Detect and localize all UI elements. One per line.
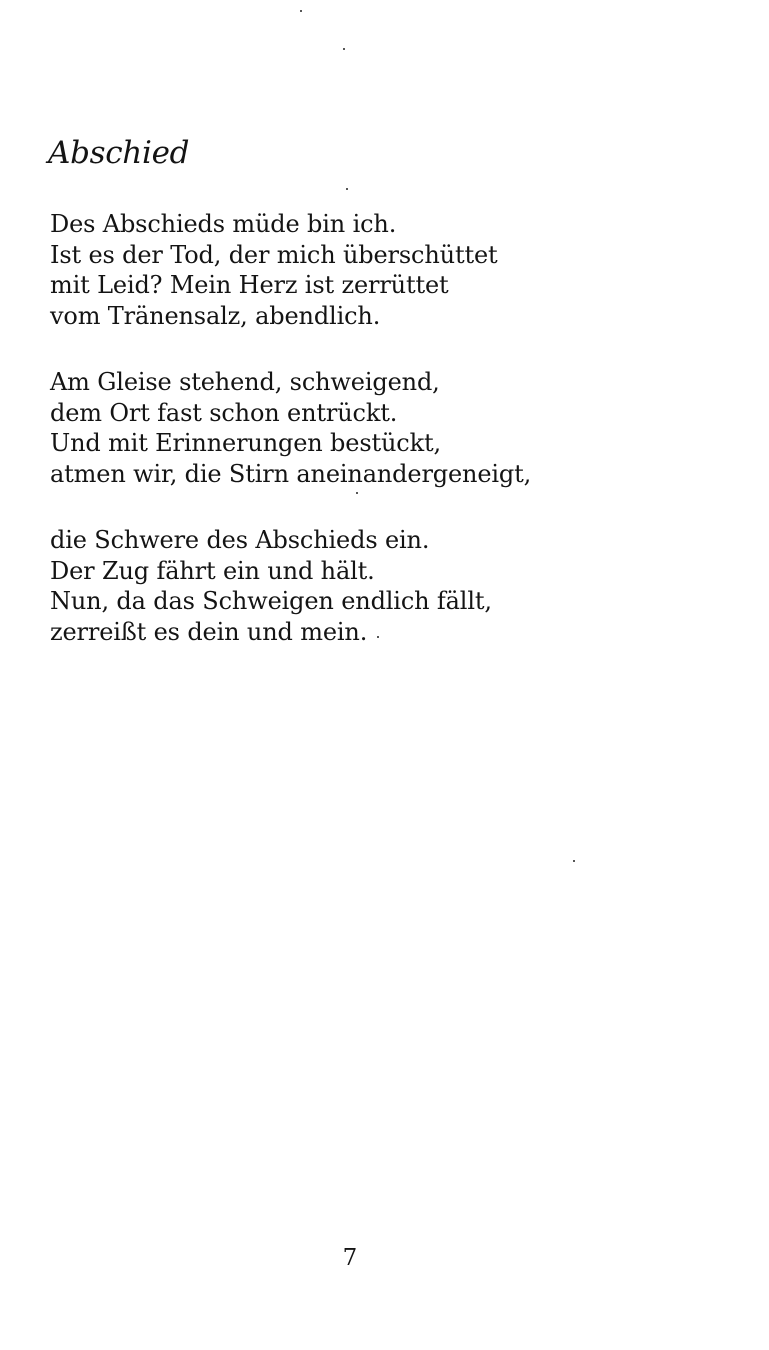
poem-line: dem Ort fast schon entrückt. <box>50 398 398 427</box>
poem-line: Der Zug fährt ein und hält. <box>50 556 375 585</box>
poem-line: vom Tränensalz, abendlich. <box>50 301 381 330</box>
poem-line: Und mit Erinnerungen bestückt, <box>50 429 441 457</box>
dust-speck <box>300 10 302 12</box>
poem-line: die Schwere des Abschieds ein. <box>50 526 430 554</box>
dust-speck <box>346 188 348 190</box>
poem-line: atmen wir, die Stirn aneinandergeneigt, <box>50 459 532 488</box>
poem-line: Am Gleise stehend, schweigend, <box>50 368 440 396</box>
dust-speck <box>356 492 358 494</box>
poem-line: Nun, da das Schweigen endlich fällt, <box>50 587 492 615</box>
page-number: 7 <box>342 1245 358 1271</box>
stanza-2 <box>50 367 570 489</box>
dust-speck <box>343 48 345 50</box>
stanza-3 <box>50 525 570 647</box>
poem-line: mit Leid? Mein Herz ist zerrüttet <box>50 271 449 299</box>
dust-speck <box>377 636 379 638</box>
poem-title: Abschied <box>48 135 190 171</box>
poem-line: Ist es der Tod, der mich überschüttet <box>50 240 498 269</box>
poem-line: Des Abschieds müde bin ich. <box>50 210 397 238</box>
stanza-1 <box>50 209 570 331</box>
poem-line: zerreißt es dein und mein. <box>50 617 368 646</box>
poem-body <box>50 209 570 647</box>
dust-speck <box>573 860 575 862</box>
